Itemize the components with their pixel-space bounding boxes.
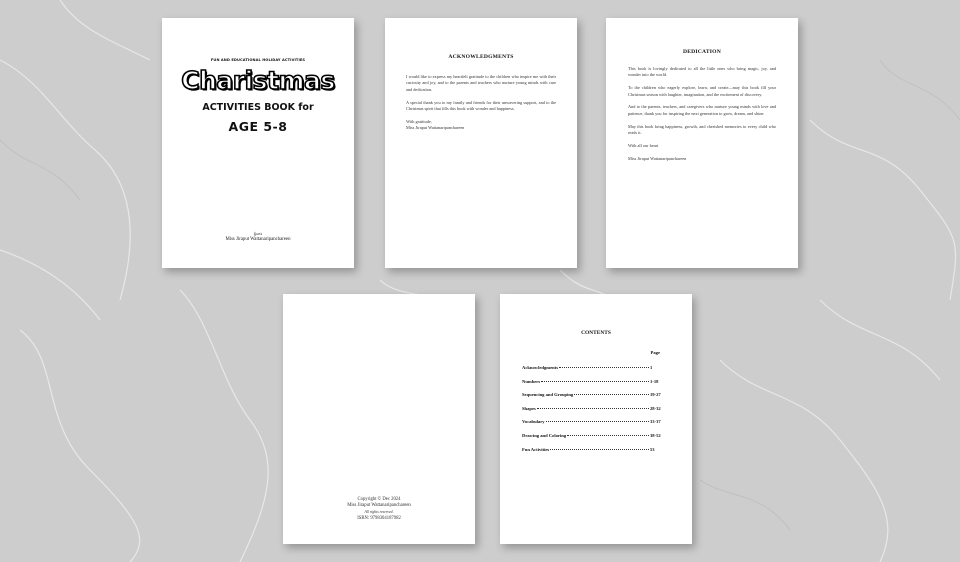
acknowledgments-page bbox=[385, 18, 577, 268]
dedication-closing: With all our heart bbox=[628, 142, 659, 148]
copyright-block bbox=[283, 497, 475, 522]
cover-tagline: FUN AND EDUCATIONAL HOLIDAY ACTIVITIES bbox=[210, 58, 306, 62]
toc-entry bbox=[522, 419, 664, 433]
toc-entry-label: Vocabulary bbox=[522, 419, 545, 425]
contents-page-label: Page bbox=[650, 350, 660, 355]
acknowledgments-body bbox=[406, 74, 556, 138]
contents-title: CONTENTS bbox=[581, 330, 611, 336]
toc-entry-label: Sequencing and Grouping bbox=[522, 392, 574, 398]
contents-list bbox=[522, 365, 664, 460]
cover-author-label: ผู้แต่ง bbox=[253, 232, 263, 236]
toc-entry-label: Fun Activities bbox=[522, 446, 550, 452]
acknowledgments-closing: With gratitude, bbox=[406, 118, 432, 124]
copyright-page bbox=[283, 294, 475, 544]
toc-leader bbox=[567, 435, 649, 436]
toc-entry bbox=[522, 447, 664, 461]
copyright-rights: All rights reserved. bbox=[364, 510, 394, 515]
toc-entry bbox=[522, 433, 664, 447]
toc-entry bbox=[522, 392, 664, 406]
acknowledgments-paragraph: I would like to express my heartfelt gratitude to the children who inspire me with their curiosity and joy, and to the parents and teachers who nurture young minds with care and dedication. bbox=[406, 74, 556, 92]
toc-entry-page: 53 bbox=[650, 446, 655, 452]
toc-leader bbox=[541, 381, 649, 382]
dedication-page bbox=[606, 18, 798, 268]
toc-entry-label: Drawing and Coloring bbox=[522, 432, 567, 438]
dedication-body bbox=[628, 66, 776, 168]
dedication-signature: Miss Jiraput Wattanaripanchareen bbox=[628, 155, 687, 161]
toc-entry bbox=[522, 406, 664, 420]
cover-title: Charistmas bbox=[181, 66, 335, 95]
toc-leader bbox=[550, 449, 649, 450]
dedication-title: DEDICATION bbox=[683, 49, 721, 55]
toc-entry-label: Shapes bbox=[522, 405, 536, 411]
acknowledgments-title: ACKNOWLEDGMENTS bbox=[448, 54, 514, 60]
toc-entry-page: 1 bbox=[650, 365, 653, 370]
toc-entry-page: 28-32 bbox=[650, 405, 661, 411]
toc-entry-page: 33-37 bbox=[650, 419, 661, 425]
cover-page bbox=[162, 18, 354, 268]
dedication-paragraph: And to the parents, teachers, and caregivers who nurture young minds with love and patience, thank you for inspiring the next generation to grow, dream, and shine. bbox=[628, 104, 776, 116]
dedication-paragraph: May this book bring happiness, growth, and cherished memories to every child who reads it. bbox=[628, 123, 776, 136]
acknowledgments-paragraph: A special thank you to my family and friends for their unwavering support, and to the Christmas spirit that fills this book with wonder and happiness. bbox=[406, 99, 556, 112]
copyright-author: Miss Jiraput Wattanaripanchareen bbox=[347, 503, 411, 509]
cover-author: Miss Jiraput Wattanaripanchareen bbox=[225, 237, 291, 242]
toc-leader bbox=[546, 421, 649, 422]
toc-leader bbox=[537, 408, 649, 409]
toc-entry-page: 19-27 bbox=[650, 392, 661, 398]
cover-age: AGE 5-8 bbox=[228, 119, 288, 134]
contents-page bbox=[500, 294, 692, 544]
toc-entry bbox=[522, 379, 664, 393]
toc-leader bbox=[559, 367, 649, 368]
cover-subtitle: ACTIVITIES BOOK for bbox=[202, 102, 314, 113]
toc-leader bbox=[574, 394, 649, 395]
copyright-line: Copyright © Dec 2024 bbox=[357, 497, 401, 502]
toc-entry-label: Acknowledgments bbox=[522, 365, 558, 370]
toc-entry bbox=[522, 365, 664, 379]
acknowledgments-signature: Miss Jiraput Wattanaripanchareen bbox=[406, 125, 465, 131]
dedication-paragraph: This book is lovingly dedicated to all the little ones who bring magic, joy, and wonder into the world. bbox=[628, 66, 776, 78]
toc-entry-label: Numbers bbox=[522, 378, 541, 384]
toc-entry-page: 1-18 bbox=[650, 378, 659, 384]
toc-entry-page: 38-52 bbox=[650, 432, 661, 438]
copyright-isbn: ISBN: 9798304187982 bbox=[357, 515, 401, 521]
dedication-paragraph: To the children who eagerly explore, learn, and create—may this book fill your Christmas season with laughter, imagination, and the excitement of discovery. bbox=[628, 85, 776, 97]
